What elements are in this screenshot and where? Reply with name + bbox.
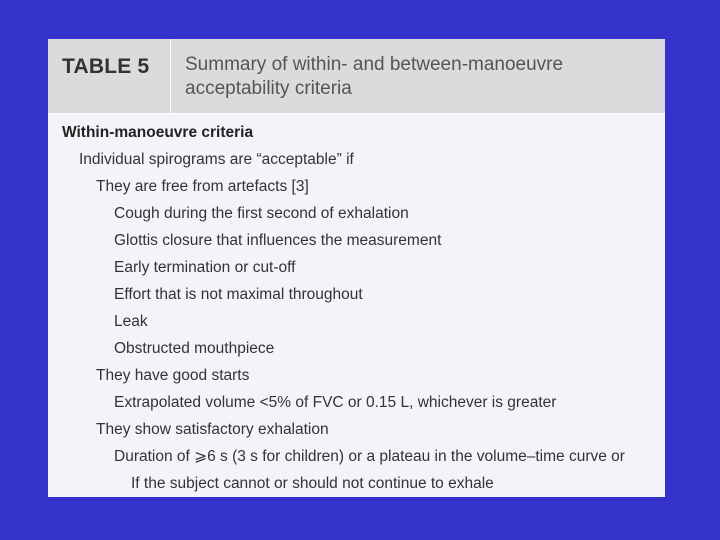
criteria-row: Leak	[114, 313, 148, 330]
table-title: Summary of within- and between-manoeuvre acceptability criteria	[185, 54, 564, 99]
table-label-cell	[48, 39, 171, 113]
criteria-row: Individual spirograms are “acceptable” if	[79, 151, 354, 168]
criteria-row: Effort that is not maximal throughout	[114, 286, 363, 303]
criteria-row: They show satisfactory exhalation	[96, 421, 329, 438]
table-header	[48, 39, 665, 113]
criteria-row: Cough during the first second of exhalation	[114, 205, 409, 222]
table-label: TABLE 5	[62, 55, 150, 78]
section-heading: Within-manoeuvre criteria	[62, 124, 254, 141]
criteria-row: They are free from artefacts [3]	[96, 178, 309, 195]
criteria-row: Early termination or cut-off	[114, 259, 296, 276]
table-body	[48, 113, 665, 497]
criteria-row: Glottis closure that influences the measurement	[114, 232, 442, 249]
table-card	[48, 39, 665, 497]
criteria-row: Duration of ⩾6 s (3 s for children) or a plateau in the volume–time curve or	[114, 448, 625, 465]
criteria-row: Obstructed mouthpiece	[114, 340, 275, 357]
criteria-row: Extrapolated volume <5% of FVC or 0.15 L, whichever is greater	[114, 394, 557, 411]
criteria-row: If the subject cannot or should not continue to exhale	[131, 475, 494, 492]
criteria-row: They have good starts	[96, 367, 250, 384]
